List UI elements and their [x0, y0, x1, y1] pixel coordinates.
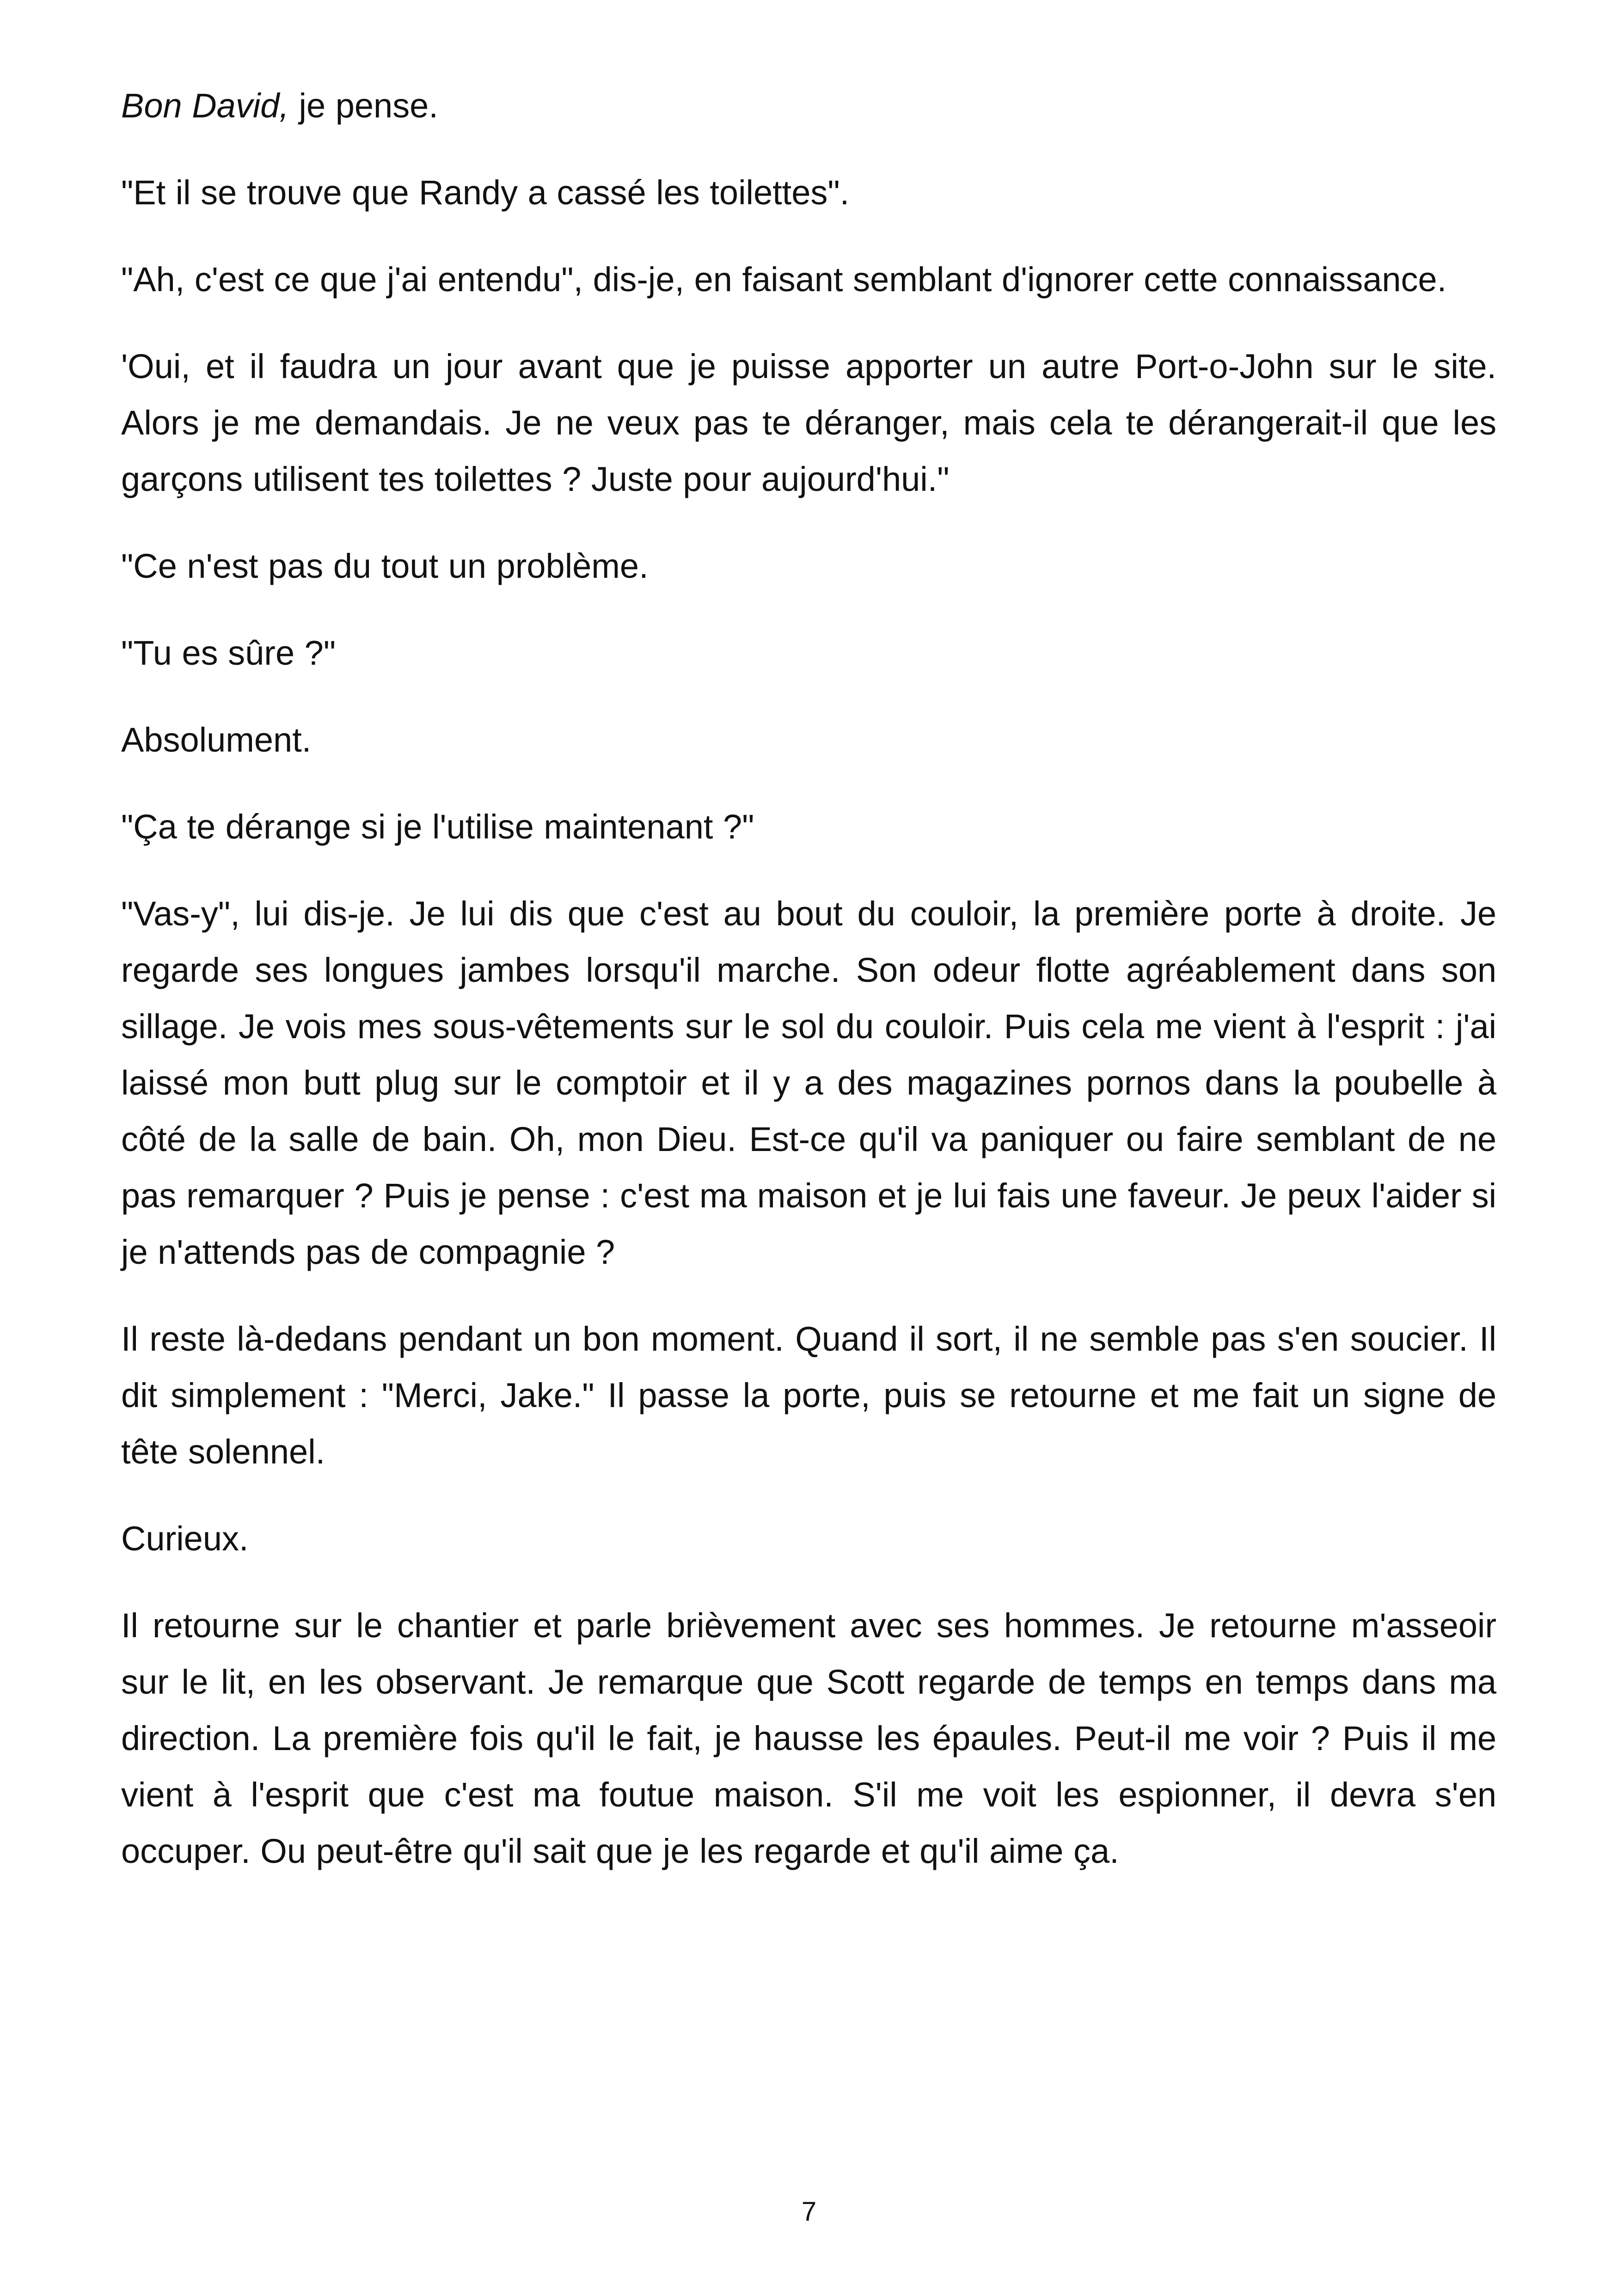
paragraph-3: "Ah, c'est ce que j'ai entendu", dis-je, en faisant semblant d'ignorer cette connaissance. — [121, 260, 1447, 299]
paragraph-5: "Ce n'est pas du tout un problème. — [121, 547, 649, 585]
paragraph-10: Il reste là-dedans pendant un bon moment. Quand il sort, il ne semble pas s'en soucier. Il dit simplement : "Merci, Jake." Il passe la porte, puis se retourne et me fait un signe de tête solennel. — [121, 1320, 1496, 1471]
page-number: 7 — [801, 2197, 817, 2227]
paragraph-7: Absolument. — [121, 721, 312, 759]
paragraph-11: Curieux. — [121, 1519, 249, 1558]
page-body — [121, 78, 1496, 1910]
paragraph-9: "Vas-y", lui dis-je. Je lui dis que c'est au bout du couloir, la première porte à droite. Je regarde ses longues jambes lorsqu'il marche. Son odeur flotte agréablement dans son sillage. Je vois mes sous-vêtements sur le sol du couloir. Puis cela me vient à l'esprit : j'ai laissé mon butt plug sur le comptoir et il y a des magazines pornos dans la poubelle à côté de la salle de bain. Oh, mon Dieu. Est-ce qu'il va paniquer ou faire semblant de ne pas remarquer ? Puis je pense : c'est ma maison et je lui fais une faveur. Je peux l'aider si je n'attends pas de compagnie ? — [121, 894, 1496, 1271]
paragraph-12: Il retourne sur le chantier et parle brièvement avec ses hommes. Je retourne m'asseoir sur le lit, en les observant. Je remarque que Scott regarde de temps en temps dans ma direction. La première fois qu'il le fait, je hausse les épaules. Peut-il me voir ? Puis il me vient à l'esprit que c'est ma foutue maison. S'il me voit les espionner, il devra s'en occuper. Ou peut-être qu'il sait que je les regarde et qu'il aime ça. — [121, 1606, 1496, 1870]
paragraph-8: "Ça te dérange si je l'utilise maintenant ?" — [121, 808, 754, 846]
paragraph-1-text: je pense. — [288, 86, 438, 125]
paragraph-6: "Tu es sûre ?" — [121, 634, 336, 672]
paragraph-1 — [121, 78, 1496, 134]
paragraph-4: 'Oui, et il faudra un jour avant que je puisse apporter un autre Port-o-John sur le site. Alors je me demandais. Je ne veux pas te déranger, mais cela te dérangerait-il que les garçons utilisent tes toilettes ? Juste pour aujourd'hui." — [121, 347, 1496, 498]
paragraph-2: "Et il se trouve que Randy a cassé les toilettes". — [121, 173, 850, 212]
italic-name: Bon David, — [121, 86, 289, 125]
